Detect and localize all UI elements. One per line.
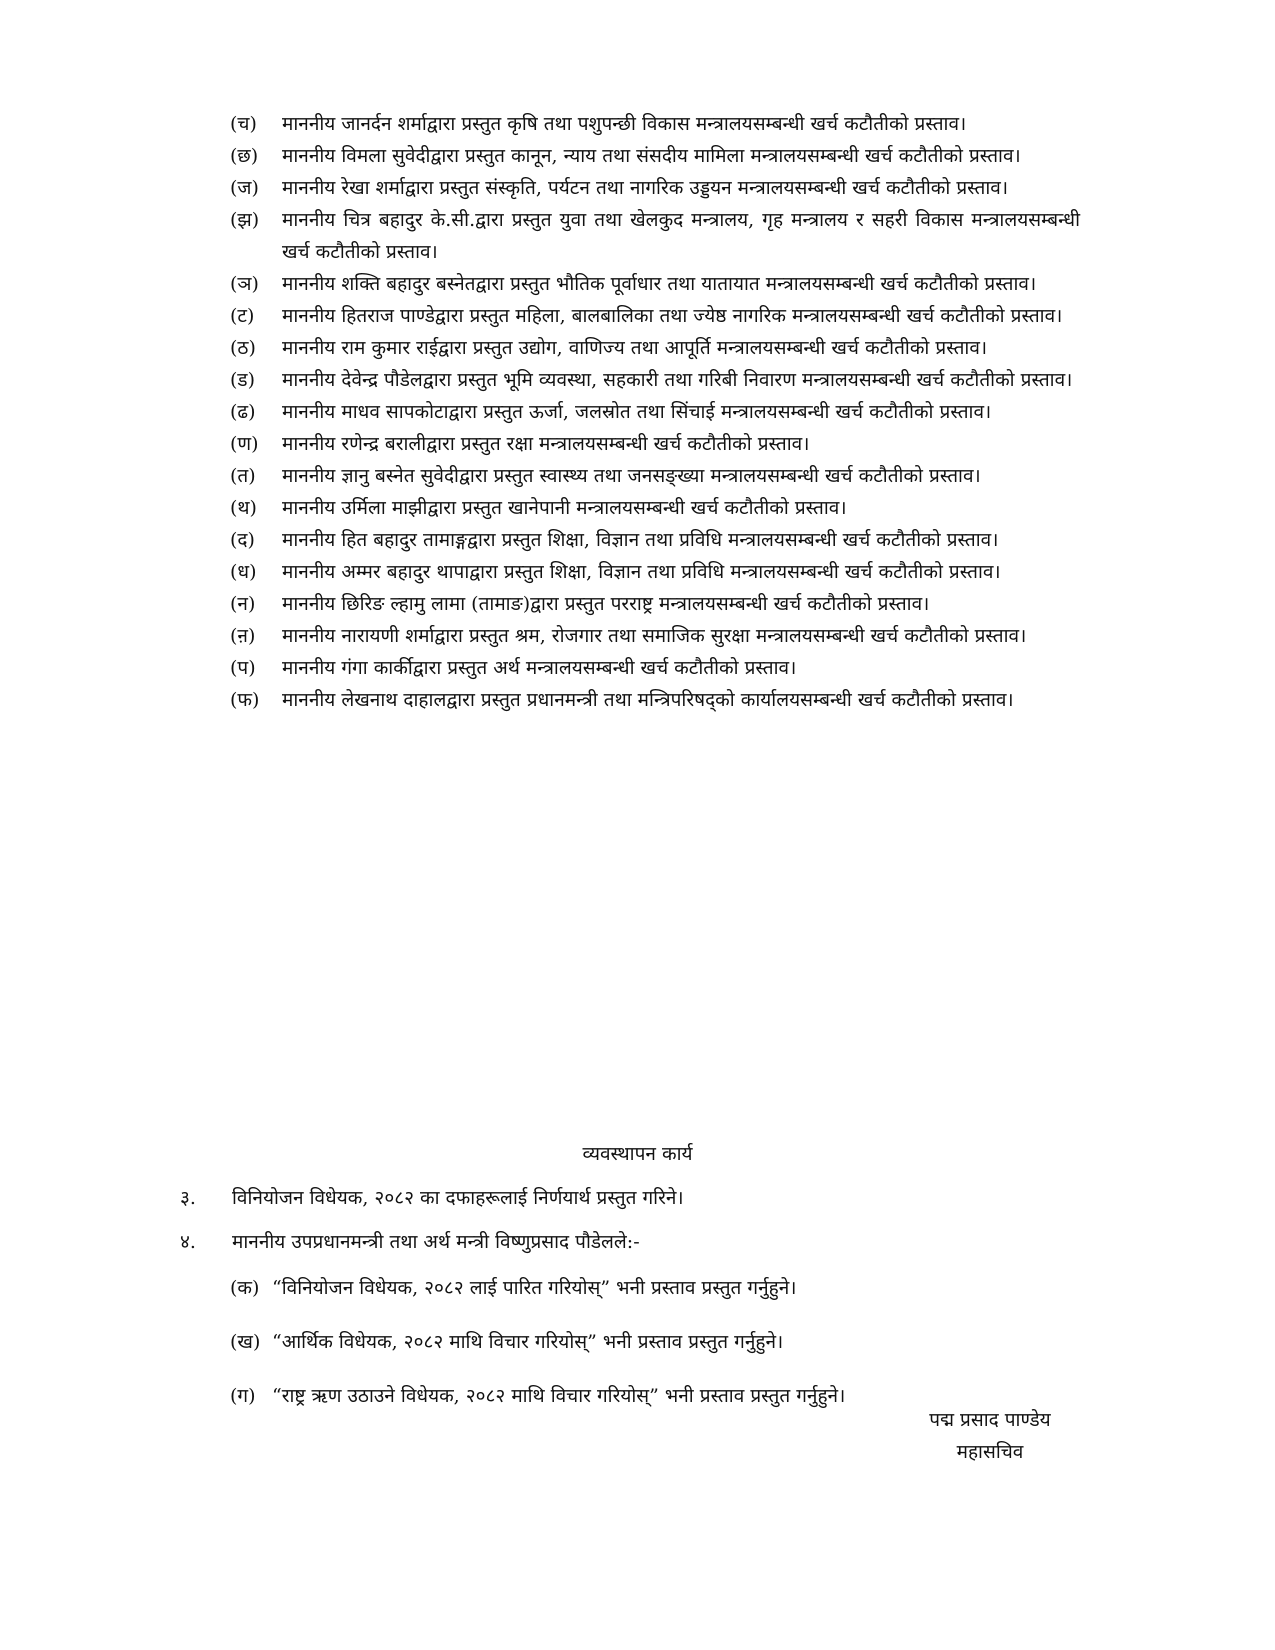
item-text: माननीय हितराज पाण्डेद्वारा प्रस्तुत महिला, बालबालिका तथा ज्येष्ठ नागरिक मन्त्रालयसम्बन्धी खर्च कटौतीको प्रस्ताव। bbox=[282, 305, 1063, 327]
signature-block bbox=[880, 1404, 1100, 1468]
item-label: (ञ) bbox=[230, 273, 259, 295]
item-text: माननीय राम कुमार राईद्वारा प्रस्तुत उद्योग, वाणिज्य तथा आपूर्ति मन्त्रालयसम्बन्धी खर्च कटौतीको प्रस्ताव। bbox=[282, 337, 988, 359]
item-label: (ढ) bbox=[230, 401, 256, 423]
item-text: माननीय जानर्दन शर्माद्वारा प्रस्तुत कृषि तथा पशुपन्छी विकास मन्त्रालयसम्बन्धी खर्च कटौतीको प्रस्ताव। bbox=[282, 113, 967, 135]
list-item bbox=[230, 460, 1080, 492]
section-heading: व्यवस्थापन कार्य bbox=[582, 1143, 693, 1165]
work-item-number: ३. bbox=[180, 1187, 196, 1209]
item-label: (ण) bbox=[230, 433, 259, 455]
list-item bbox=[230, 364, 1080, 396]
item-label: (द) bbox=[230, 529, 255, 551]
signatory-title: महासचिव bbox=[956, 1441, 1024, 1463]
list-item bbox=[230, 268, 1080, 300]
item-text: माननीय ज्ञानु बस्नेत सुवेदीद्वारा प्रस्तुत स्वास्थ्य तथा जनसङ्ख्या मन्त्रालयसम्बन्धी खर्च कटौतीको प्रस्ताव। bbox=[282, 465, 981, 487]
list-item bbox=[230, 396, 1080, 428]
item-label: (छ) bbox=[230, 145, 259, 167]
list-item bbox=[230, 428, 1080, 460]
item-label: (ट) bbox=[230, 305, 255, 327]
item-label: (ड) bbox=[230, 369, 255, 391]
list-item bbox=[230, 492, 1080, 524]
item-text: “विनियोजन विधेयक, २०८२ लाई पारित गरियोस्” भनी प्रस्ताव प्रस्तुत गर्नुहुने। bbox=[272, 1277, 797, 1299]
list-item bbox=[230, 1272, 1080, 1304]
item-text: माननीय नारायणी शर्माद्वारा प्रस्तुत श्रम, रोजगार तथा समाजिक सुरक्षा मन्त्रालयसम्बन्धी खर्च कटौतीको प्रस्ताव। bbox=[282, 625, 1027, 647]
item-label: (त) bbox=[230, 465, 256, 487]
work-item-text: माननीय उपप्रधानमन्त्री तथा अर्थ मन्त्री विष्णुप्रसाद पौडेलले:- bbox=[232, 1231, 640, 1253]
list-item bbox=[230, 172, 1080, 204]
item-text: माननीय रेखा शर्माद्वारा प्रस्तुत संस्कृति, पर्यटन तथा नागरिक उड्डयन मन्त्रालयसम्बन्धी खर्च कटौतीको प्रस्ताव। bbox=[282, 177, 1009, 199]
work-item bbox=[180, 1226, 1080, 1258]
item-label: (फ) bbox=[230, 689, 260, 711]
item-text: माननीय देवेन्द्र पौडेलद्वारा प्रस्तुत भूमि व्यवस्था, सहकारी तथा गरिबी निवारण मन्त्रालयसम्बन्धी खर्च कटौतीको प्रस्ताव। bbox=[282, 369, 1073, 391]
item-label: (झ) bbox=[230, 209, 260, 231]
signatory-name: पद्म प्रसाद पाण्डेय bbox=[929, 1409, 1051, 1431]
list-item bbox=[230, 300, 1080, 332]
item-label: (ध) bbox=[230, 561, 257, 583]
list-item bbox=[230, 588, 1080, 620]
list-item bbox=[230, 684, 1080, 716]
list-item bbox=[230, 652, 1080, 684]
item-text: माननीय शक्ति बहादुर बस्नेतद्वारा प्रस्तुत भौतिक पूर्वाधार तथा यातायात मन्त्रालयसम्बन्धी खर्च कटौतीको प्रस्ताव। bbox=[282, 273, 1037, 295]
item-text: माननीय विमला सुवेदीद्वारा प्रस्तुत कानून, न्याय तथा संसदीय मामिला मन्त्रालयसम्बन्धी खर्च कटौतीको प्रस्ताव। bbox=[282, 145, 1021, 167]
item-text: “राष्ट्र ऋण उठाउने विधेयक, २०८२ माथि विचार गरियोस्” भनी प्रस्ताव प्रस्तुत गर्नुहुने। bbox=[272, 1385, 846, 1407]
item-text: माननीय अम्मर बहादुर थापाद्वारा प्रस्तुत शिक्षा, विज्ञान तथा प्रविधि मन्त्रालयसम्बन्धी खर्च कटौतीको प्रस्ताव। bbox=[282, 561, 1001, 583]
item-label: (ऩ) bbox=[230, 625, 256, 647]
item-text: माननीय माधव सापकोटाद्वारा प्रस्तुत ऊर्जा, जलस्रोत तथा सिंचाई मन्त्रालयसम्बन्धी खर्च कटौतीको प्रस्ताव। bbox=[282, 401, 992, 423]
list-item bbox=[230, 620, 1080, 652]
motion-list bbox=[230, 108, 1080, 716]
item-text: माननीय उर्मिला माझीद्वारा प्रस्तुत खानेपानी मन्त्रालयसम्बन्धी खर्च कटौतीको प्रस्ताव। bbox=[282, 497, 847, 519]
item-label: (च) bbox=[230, 113, 257, 135]
list-item bbox=[230, 556, 1080, 588]
list-item bbox=[230, 108, 1080, 140]
list-item bbox=[230, 204, 1080, 268]
item-label: (प) bbox=[230, 657, 256, 679]
item-text: माननीय हित बहादुर तामाङ्गद्वारा प्रस्तुत शिक्षा, विज्ञान तथा प्रविधि मन्त्रालयसम्बन्धी खर्च कटौतीको प्रस्ताव। bbox=[282, 529, 999, 551]
work-item-number: ४. bbox=[180, 1231, 196, 1253]
item-label: (ठ) bbox=[230, 337, 256, 359]
list-item bbox=[230, 332, 1080, 364]
item-label: (ख) bbox=[230, 1331, 261, 1353]
item-text: माननीय चित्र बहादुर के.सी.द्वारा प्रस्तुत युवा तथा खेलकुद मन्त्रालय, गृह मन्त्रालय र सहरी विकास मन्त्रालयसम्बन्धी खर्च कटौतीको प्रस्ताव। bbox=[282, 209, 1080, 263]
item-text: माननीय छिरिङ ल्हामु लामा (तामाङ)द्वारा प्रस्तुत परराष्ट्र मन्त्रालयसम्बन्धी खर्च कटौतीको प्रस्ताव। bbox=[282, 593, 930, 615]
list-item bbox=[230, 1326, 1080, 1358]
list-item bbox=[230, 140, 1080, 172]
work-item-text: विनियोजन विधेयक, २०८२ का दफाहरूलाई निर्णयार्थ प्रस्तुत गरिने। bbox=[232, 1187, 684, 1209]
item-label: (क) bbox=[230, 1277, 260, 1299]
item-label: (ज) bbox=[230, 177, 259, 199]
item-label: (न) bbox=[230, 593, 256, 615]
item-text: माननीय रणेन्द्र बरालीद्वारा प्रस्तुत रक्षा मन्त्रालयसम्बन्धी खर्च कटौतीको प्रस्ताव। bbox=[282, 433, 810, 455]
item-label: (थ) bbox=[230, 497, 257, 519]
item-label: (ग) bbox=[230, 1385, 256, 1407]
work-item bbox=[180, 1182, 1080, 1214]
item-text: “आर्थिक विधेयक, २०८२ माथि विचार गरियोस्” भनी प्रस्ताव प्रस्तुत गर्नुहुने। bbox=[272, 1331, 784, 1353]
list-item bbox=[230, 524, 1080, 556]
item-text: माननीय गंगा कार्कीद्वारा प्रस्तुत अर्थ मन्त्रालयसम्बन्धी खर्च कटौतीको प्रस्ताव। bbox=[282, 657, 797, 679]
item-text: माननीय लेखनाथ दाहालद्वारा प्रस्तुत प्रधानमन्त्री तथा मन्त्रिपरिषद्को कार्यालयसम्बन्धी खर्च कटौतीको प्रस्ताव। bbox=[282, 689, 1014, 711]
